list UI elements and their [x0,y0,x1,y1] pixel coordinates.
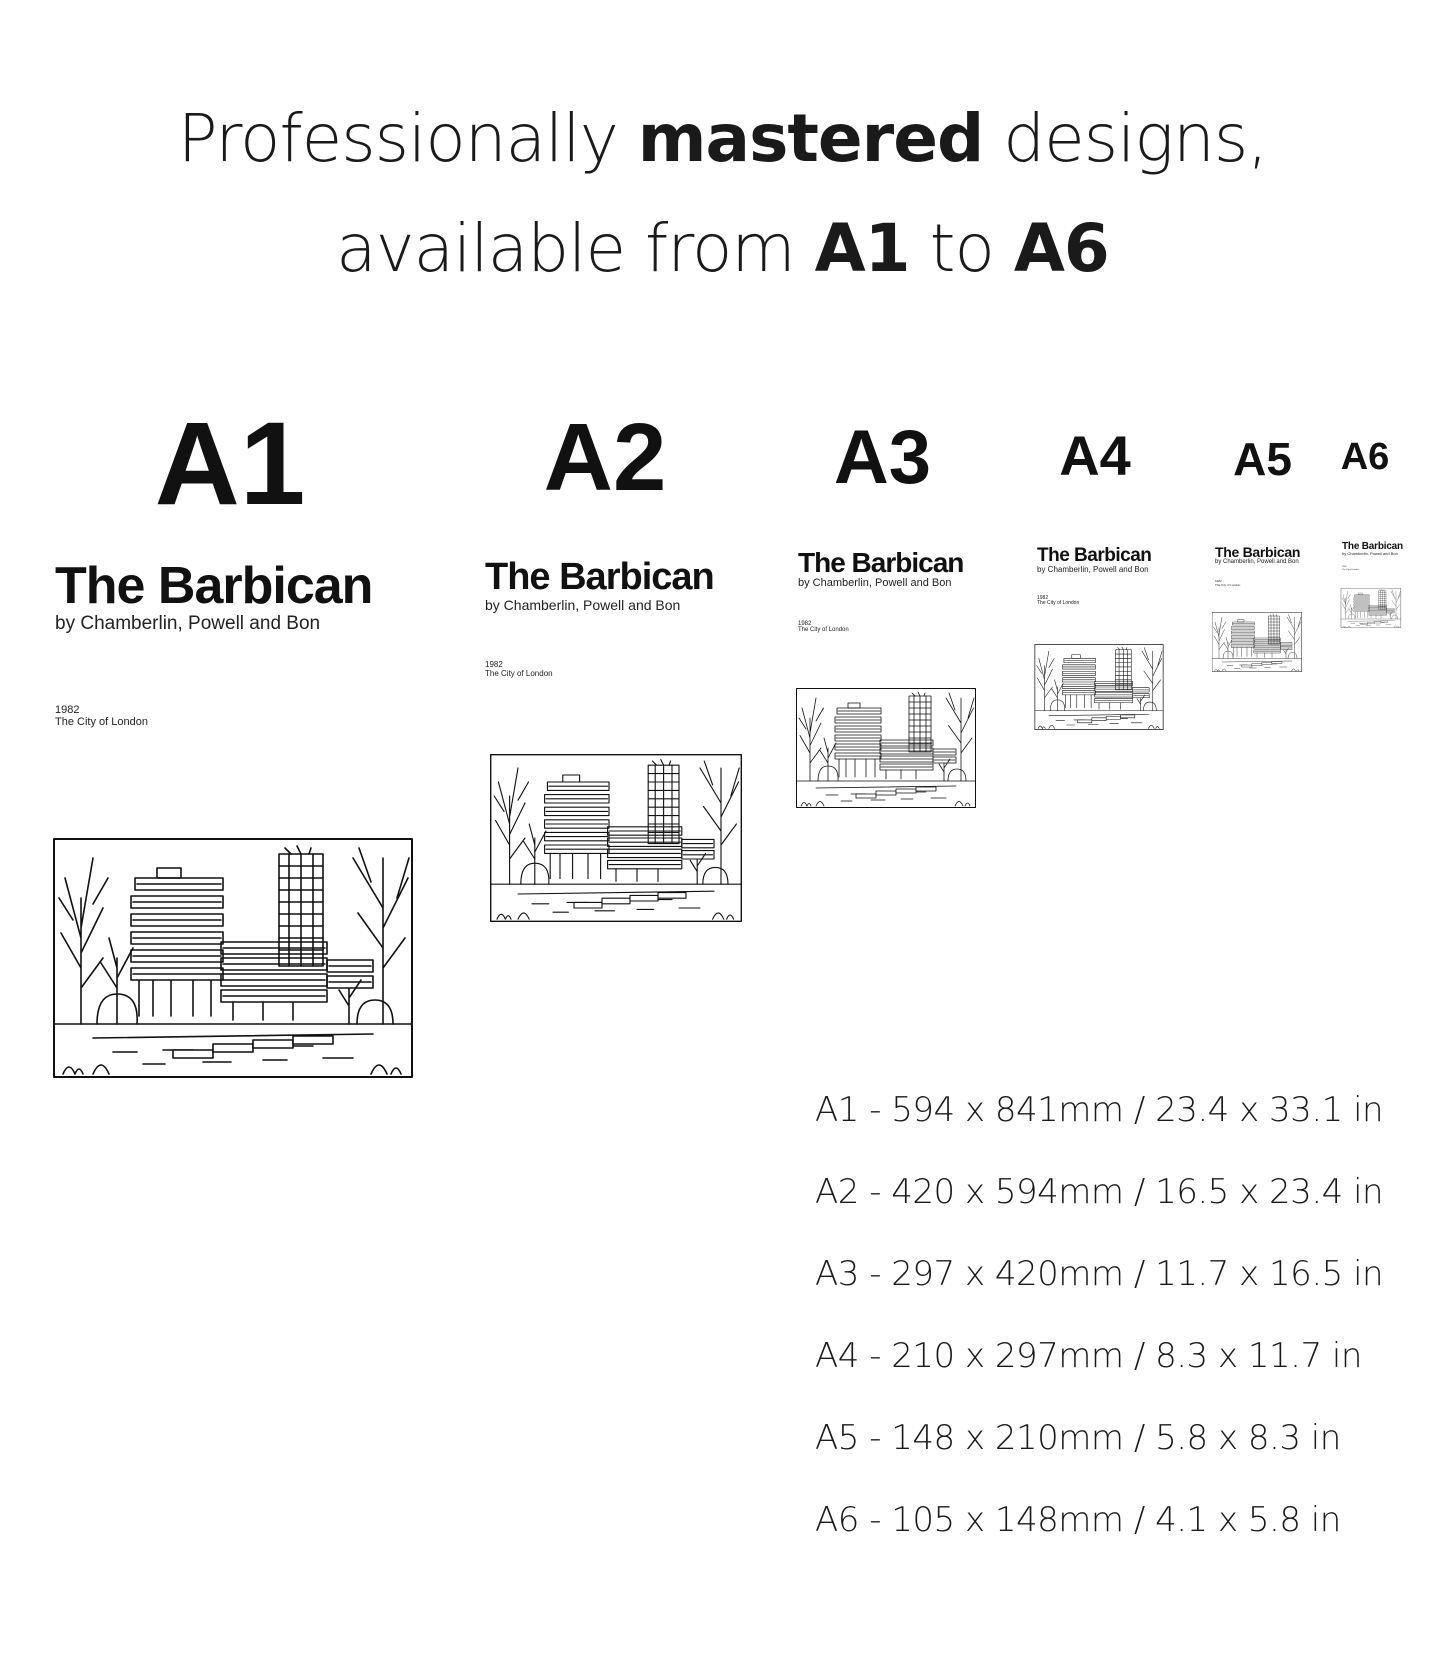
spec-a5: A5 - 148 x 210mm / 5.8 x 8.3 in [815,1418,1341,1458]
poster-year: 1982 [798,621,812,627]
poster-year: 1982 [485,660,503,669]
poster-place: The City of London [798,627,849,633]
poster-title: The Barbican [1215,544,1301,560]
headline-line-1 [0,100,1445,177]
spec-a3: A3 - 297 x 420mm / 11.7 x 16.5 in [815,1254,1384,1294]
poster-place: The City of London [1342,569,1359,571]
poster-subtitle: by Chamberlin, Powell and Bon [1037,565,1149,574]
poster-a6 [1342,542,1407,632]
barbican-illustration [1212,612,1302,672]
size-label-a3: A3 [833,415,932,500]
poster-title: The Barbican [798,547,964,578]
barbican-illustration [1034,644,1164,730]
poster-a4 [1037,546,1172,731]
poster-a2 [485,558,755,923]
spec-a4: A4 - 210 x 297mm / 8.3 x 11.7 in [815,1336,1362,1376]
poster-title: The Barbican [485,556,714,598]
poster-a5 [1215,545,1310,675]
poster-title: The Barbican [1342,541,1403,552]
headline-line-2 [0,210,1445,287]
barbican-illustration [1340,588,1402,628]
poster-subtitle: by Chamberlin, Powell and Bon [485,597,681,613]
poster-place: The City of London [1037,600,1080,606]
poster-subtitle: by Chamberlin, Powell and Bon [1342,551,1398,556]
spec-a2: A2 - 420 x 594mm / 16.5 x 23.4 in [815,1172,1384,1212]
poster-place: The City of London [55,716,148,728]
headline-text: to [909,210,1014,287]
poster-title: The Barbican [1037,545,1152,566]
poster-place: The City of London [1215,583,1241,587]
poster-a3 [798,549,983,814]
headline-text: designs, [983,100,1268,177]
poster-year: 1982 [55,704,80,716]
spec-a6: A6 - 105 x 148mm / 4.1 x 5.8 in [815,1500,1341,1540]
size-label-a1: A1 [154,398,306,530]
size-label-a2: A2 [543,404,667,511]
barbican-illustration [52,838,414,1078]
poster-year: 1982 [1342,566,1347,568]
size-label-a4: A4 [1059,424,1131,487]
size-label-a5: A5 [1233,433,1292,485]
poster-place: The City of London [485,669,553,678]
poster-subtitle: by Chamberlin, Powell and Bon [798,577,952,589]
headline-text: Professionally [177,100,638,177]
barbican-illustration [795,688,977,808]
poster-subtitle: by Chamberlin, Powell and Bon [55,613,321,634]
poster-year: 1982 [1037,595,1049,601]
poster-year: 1982 [1215,579,1222,583]
poster-a1 [55,557,415,1080]
poster-subtitle: by Chamberlin, Powell and Bon [1215,559,1299,565]
size-label-a6: A6 [1340,436,1390,478]
headline-emphasis: A6 [1013,210,1109,287]
spec-a1: A1 - 594 x 841mm / 23.4 x 33.1 in [815,1090,1384,1130]
headline-emphasis: A1 [814,210,910,287]
size-spec-list [815,1090,1383,1582]
headline-emphasis: mastered [637,100,984,177]
barbican-illustration [481,754,751,922]
poster-title: The Barbican [55,557,373,615]
headline-text: available from [336,210,815,287]
